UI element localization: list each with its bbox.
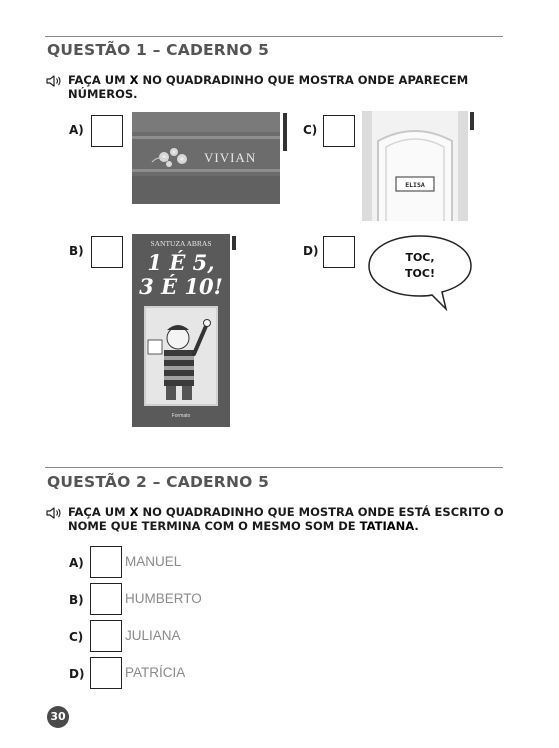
q2-option-d-checkbox[interactable] bbox=[90, 657, 122, 689]
q2-option-b-label: B) bbox=[69, 593, 84, 607]
book-publisher: Formato bbox=[171, 413, 191, 419]
q1-option-a-checkbox[interactable] bbox=[91, 115, 123, 147]
image-credit-mark bbox=[470, 112, 474, 130]
speaker-icon[interactable] bbox=[46, 507, 62, 519]
towel-name: VIVIAN bbox=[204, 150, 257, 165]
q1-option-d-checkbox[interactable] bbox=[323, 236, 355, 268]
instruction-text-rest: NO QUADRADINHO QUE MOSTRA ONDE ESTÁ ESCRITO O bbox=[138, 505, 504, 519]
speech-bubble-image bbox=[366, 233, 474, 313]
instruction-text: FAÇA UM bbox=[68, 73, 130, 87]
q2-option-d-text: PATRÍCIA bbox=[125, 665, 186, 680]
q1-option-b-label: B) bbox=[69, 244, 84, 258]
q2-option-a-label: A) bbox=[69, 556, 84, 570]
book-author: SANTUZA ABRAS bbox=[150, 239, 212, 248]
book-cover-image bbox=[132, 234, 230, 427]
book-title-line-1: 1 É 5, bbox=[147, 250, 215, 275]
bubble-line-1: TOC, bbox=[405, 251, 435, 264]
question-1-title: QUESTÃO 1 – CADERNO 5 bbox=[47, 41, 270, 59]
instruction-x: X bbox=[129, 73, 139, 87]
q1-option-c-label: C) bbox=[303, 123, 318, 137]
q2-option-c-text: JULIANA bbox=[125, 628, 181, 643]
bubble-line-2: TOC! bbox=[405, 267, 435, 280]
q1-option-b-checkbox[interactable] bbox=[91, 236, 123, 268]
instruction-target-name: TATIANA bbox=[359, 519, 415, 533]
door-plate-name: ELISA bbox=[405, 181, 425, 189]
instruction-x: X bbox=[129, 505, 139, 519]
question-2-instruction bbox=[68, 505, 504, 533]
section-rule bbox=[45, 467, 503, 468]
top-rule bbox=[45, 36, 503, 37]
speaker-icon[interactable] bbox=[46, 75, 62, 87]
instruction-line-2: NOME QUE TERMINA COM O MESMO SOM DE bbox=[68, 519, 360, 533]
instruction-text-rest: NO QUADRADINHO QUE MOSTRA ONDE APARECEM bbox=[138, 73, 469, 87]
q2-option-a-text: MANUEL bbox=[125, 554, 182, 569]
instruction-end: . bbox=[414, 519, 419, 533]
instruction-text: FAÇA UM bbox=[68, 505, 130, 519]
q1-option-c-checkbox[interactable] bbox=[323, 115, 355, 147]
q2-option-c-checkbox[interactable] bbox=[90, 620, 122, 652]
image-credit-mark bbox=[232, 236, 236, 250]
q1-option-a-label: A) bbox=[69, 123, 84, 137]
question-2-title: QUESTÃO 2 – CADERNO 5 bbox=[47, 473, 270, 491]
towel-image bbox=[132, 112, 280, 204]
door-image bbox=[362, 111, 468, 221]
book-title-line-2: 3 É 10! bbox=[139, 274, 223, 299]
q2-option-a-checkbox[interactable] bbox=[90, 546, 122, 578]
q2-option-b-text: HUMBERTO bbox=[125, 591, 202, 606]
q2-option-d-label: D) bbox=[69, 667, 85, 681]
q1-option-d-label: D) bbox=[303, 244, 319, 258]
q2-option-c-label: C) bbox=[69, 630, 84, 644]
page-number: 30 bbox=[47, 706, 69, 728]
instruction-line-2: NÚMEROS. bbox=[68, 87, 138, 101]
q2-option-b-checkbox[interactable] bbox=[90, 583, 122, 615]
image-credit-mark bbox=[283, 113, 287, 151]
question-1-instruction bbox=[68, 73, 468, 101]
